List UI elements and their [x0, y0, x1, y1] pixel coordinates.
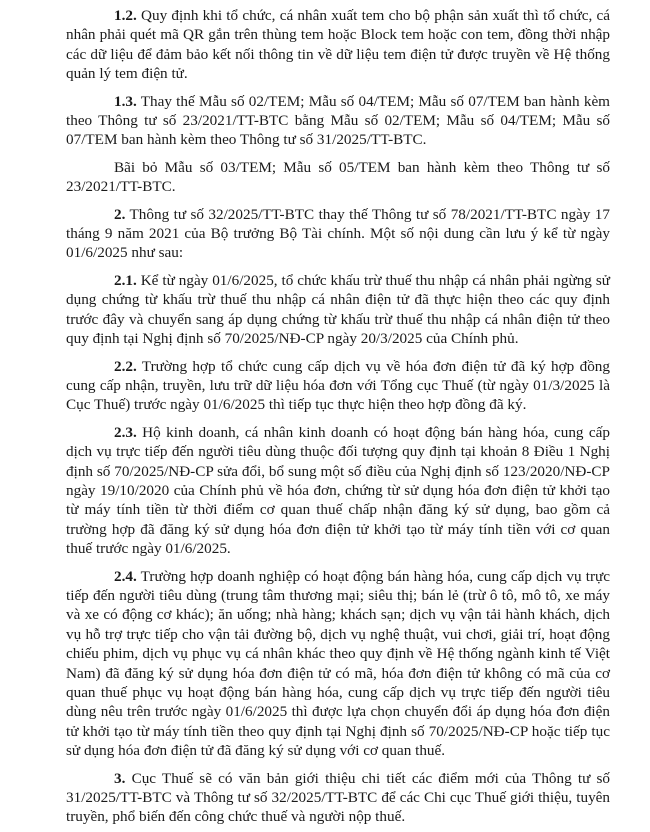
- paragraph-2: [66, 205, 610, 263]
- paragraph-text: Kể từ ngày 01/6/2025, tổ chức khấu trừ thuế thu nhập cá nhân phải ngừng sử dụng chứng từ khấu trừ thuế thu nhập cá nhân điện tử đã thực hiện theo các quy định trước đây và chuyển sang áp dụng chứng từ khấu trừ thuế thu nhập cá nhân điện tử theo quy định tại Nghị định số 70/2025/NĐ-CP ngày 20/3/2025 của Chính phủ.: [66, 271, 610, 348]
- paragraph-2-1: [66, 271, 610, 349]
- paragraph-2-4: [66, 567, 610, 761]
- paragraph-text: Hộ kinh doanh, cá nhân kinh doanh có hoạt động bán hàng hóa, cung cấp dịch vụ trực tiếp đến người tiêu dùng thuộc đối tượng quy định tại khoản 8 Điều 1 Nghị định số 70/2025/NĐ-CP sửa đổi, bổ sung một số điều của Nghị định số 123/2020/NĐ-CP ngày 19/10/2020 của Chính phủ về hóa đơn, chứng từ sử dụng hóa đơn điện tử khởi tạo từ máy tính tiền từ thời điểm cơ quan thuế chấp nhận đăng ký sử dụng, bao gồm cả trường hợp đã đăng ký sử dụng hóa đơn điện tử khởi tạo từ máy tính tiền với cơ quan thuế trước ngày 01/6/2025.: [66, 423, 610, 558]
- section-number: 3.: [114, 769, 126, 787]
- paragraph-text: Bãi bỏ Mẫu số 03/TEM; Mẫu số 05/TEM ban hành kèm theo Thông tư số 23/2021/TT-BTC.: [66, 158, 610, 196]
- paragraph-3: [66, 769, 610, 827]
- section-number: 2.2.: [114, 357, 137, 375]
- paragraph-text: Trường hợp tổ chức cung cấp dịch vụ về hóa đơn điện tử đã ký hợp đồng cung cấp nhận, truyền, lưu trữ dữ liệu hóa đơn với Tổng cục Thuế (từ ngày 01/3/2025 là Cục Thuế) trước ngày 01/6/2025 thì tiếp tục thực hiện theo hợp đồng đã ký.: [66, 357, 610, 414]
- paragraph-1-3: [66, 92, 610, 150]
- paragraph-repeal: [66, 158, 610, 197]
- section-number: 1.2.: [114, 7, 137, 24]
- paragraph-2-3: [66, 423, 610, 559]
- section-number: 2.1.: [114, 271, 137, 289]
- paragraph-2-2: [66, 357, 610, 415]
- paragraph-text: Thông tư số 32/2025/TT-BTC thay thế Thông tư số 78/2021/TT-BTC ngày 17 tháng 9 năm 2021 của Bộ trưởng Bộ Tài chính. Một số nội dung cần lưu ý kể từ ngày 01/6/2025 như sau:: [66, 205, 610, 262]
- section-number: 2.4.: [114, 567, 137, 585]
- paragraph-1-2: [66, 6, 610, 84]
- paragraph-text: Quy định khi tổ chức, cá nhân xuất tem cho bộ phận sản xuất thì tổ chức, cá nhân phải quét mã QR gắn trên thùng tem hoặc Block tem hoặc con tem, đồng thời nhập các dữ liệu để đảm bảo kết nối thông tin về dữ liệu tem điện tử được truyền về Hệ thống quản lý tem điện tử.: [66, 7, 610, 83]
- paragraph-text: Trường hợp doanh nghiệp có hoạt động bán hàng hóa, cung cấp dịch vụ trực tiếp đến người tiêu dùng (trung tâm thương mại; siêu thị; bán lẻ (trừ ô tô, mô tô, xe máy và xe có động cơ khác); ăn uống; nhà hàng; khách sạn; dịch vụ vận tải hành khách, dịch vụ hỗ trợ trực tiếp cho vận tải đường bộ, dịch vụ nghệ thuật, vui chơi, giải trí, hoạt động chiếu phim, dịch vụ phục vụ cá nhân khác theo quy định về Hệ thống ngành kinh tế Việt Nam) đã đăng ký sử dụng hóa đơn điện tử có mã, hóa đơn điện tử không có mã của cơ quan thuế phục vụ hoạt động bán hàng hóa, cung cấp dịch vụ trực tiếp đến người tiêu dùng nêu trên trước ngày 01/6/2025 thì được lựa chọn chuyển đổi áp dụng hóa đơn điện tử khởi tạo từ máy tính tiền theo quy định tại Nghị định số 70/2025/NĐ-CP hoặc tiếp tục sử dụng hóa đơn điện tử đã đăng ký sử dụng với cơ quan thuế.: [66, 567, 610, 760]
- paragraph-text: Thay thế Mẫu số 02/TEM; Mẫu số 04/TEM; Mẫu số 07/TEM ban hành kèm theo Thông tư số 23/2021/TT-BTC bằng Mẫu số 02/TEM; Mẫu số 04/TEM; Mẫu số 07/TEM ban hành kèm theo Thông tư số 31/2025/TT-BTC.: [66, 92, 610, 149]
- section-number: 1.3.: [114, 92, 137, 110]
- paragraph-text: Cục Thuế sẽ có văn bản giới thiệu chi tiết các điểm mới của Thông tư số 31/2025/TT-BTC và Thông tư số 32/2025/TT-BTC để các Chi cục Thuế giới thiệu, tuyên truyền, phổ biến đến công chức thuế và người nộp thuế.: [66, 769, 610, 826]
- section-number: 2.: [114, 205, 126, 223]
- section-number: 2.3.: [114, 423, 137, 441]
